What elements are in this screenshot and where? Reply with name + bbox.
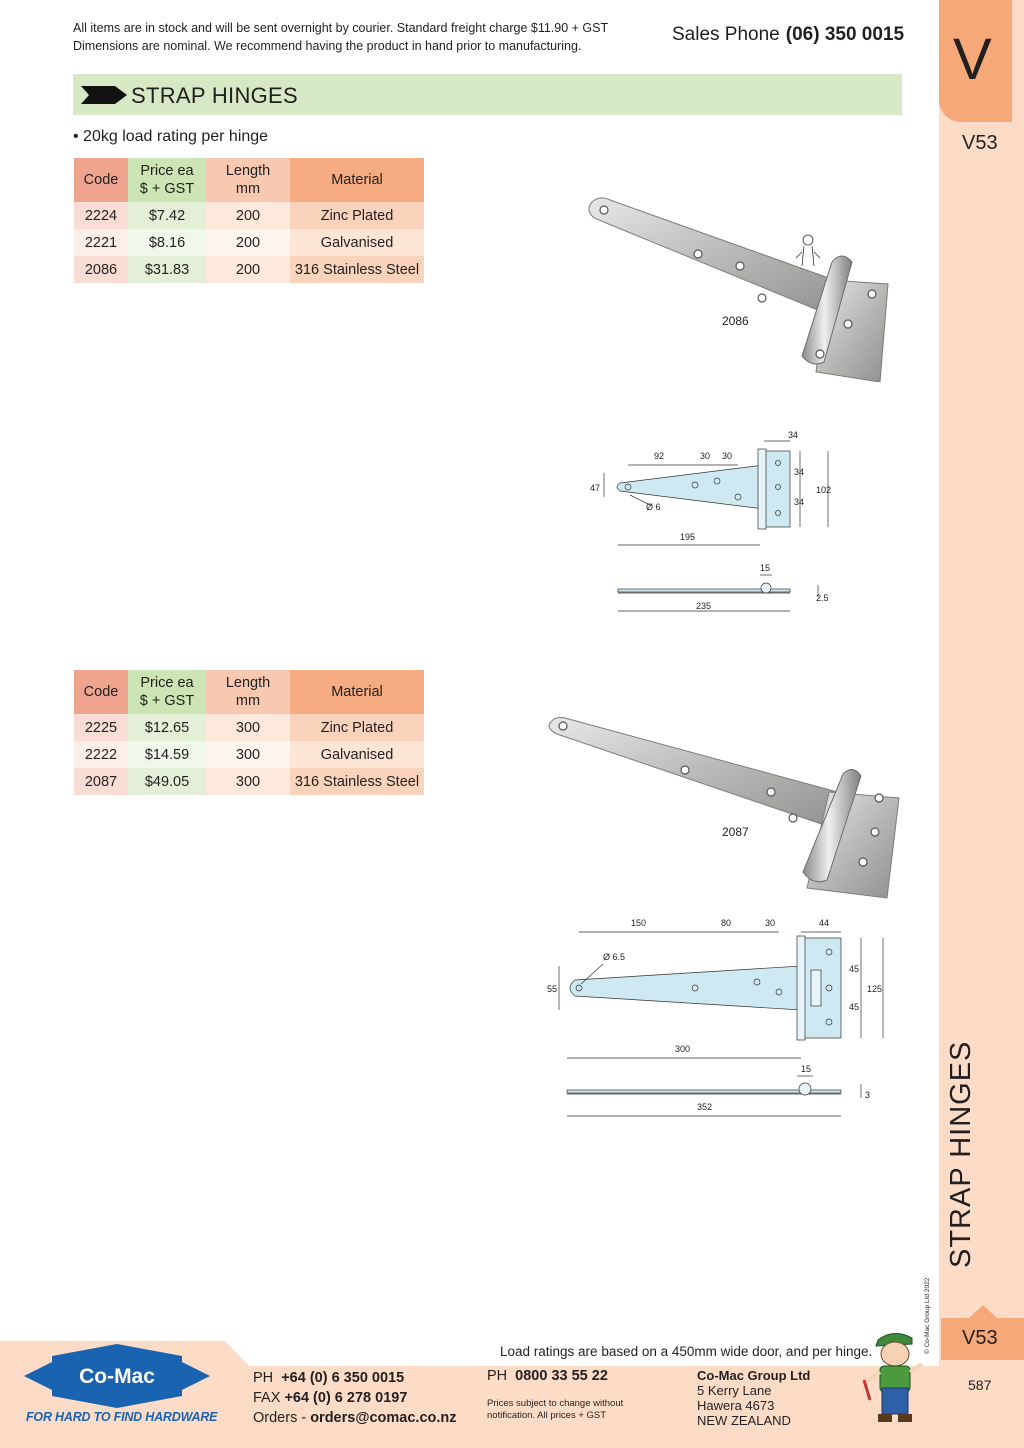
- dim-55: 55: [547, 984, 558, 994]
- phone-label: PH: [253, 1370, 274, 1386]
- mascot-sticker-icon: [796, 235, 820, 266]
- section-code-top: V53: [962, 132, 998, 154]
- section-code-bottom-tab[interactable]: [941, 1318, 1024, 1360]
- dim-92: 92: [654, 451, 665, 461]
- header-material: Material: [290, 670, 424, 714]
- product-label-2086: 2086: [722, 314, 749, 328]
- dim-15: 15: [801, 1064, 812, 1074]
- cell-code: 2221: [74, 229, 128, 256]
- section-code-bottom: V53: [962, 1327, 998, 1349]
- table-row: [74, 741, 424, 768]
- header-code: Code: [74, 158, 128, 202]
- stock-notice-line1: All items are in stock and will be sent overnight by courier. Standard freight charge $11.90 + GST: [73, 21, 609, 35]
- load-rating-bullet: • 20kg load rating per hinge: [73, 128, 269, 145]
- mascot-icon: [860, 1326, 930, 1428]
- table-header-row: [74, 158, 424, 202]
- copyright-note: © Co-Mac Group Ltd 2022: [924, 1277, 931, 1354]
- cell-material: Galvanised: [290, 741, 424, 768]
- header-length: Length mm: [206, 158, 290, 202]
- cell-material: 316 Stainless Steel: [290, 768, 424, 795]
- dim-45b: 45: [849, 1002, 860, 1012]
- header-material: Material: [290, 158, 424, 202]
- cell-material: Zinc Plated: [290, 202, 424, 229]
- dim-235: 235: [696, 601, 712, 611]
- dim-30a: 30: [700, 451, 711, 461]
- page-number: 587: [968, 1377, 992, 1393]
- dim-hole-6-5: Ø 6.5: [603, 952, 626, 962]
- table-header-row: [74, 670, 424, 714]
- dim-47: 47: [590, 483, 601, 493]
- header-price: Price ea $ + GST: [128, 158, 206, 202]
- dimension-diagram-200mm: [590, 425, 840, 625]
- dim-34b: 34: [794, 497, 805, 507]
- dim-80: 80: [721, 918, 732, 928]
- section-title: STRAP HINGES: [131, 83, 299, 108]
- cell-price: $7.42: [128, 202, 206, 229]
- logo-text: Co-Mac: [79, 1365, 155, 1388]
- dim-45a: 45: [849, 964, 860, 974]
- header-code: Code: [74, 670, 128, 714]
- comac-logo: [24, 1344, 210, 1408]
- freephone: [487, 1368, 608, 1384]
- prices-note: Prices subject to change without notification. All prices + GST: [487, 1398, 624, 1421]
- arrow-icon: [81, 86, 127, 104]
- logo-tagline: FOR HARD TO FIND HARDWARE: [26, 1410, 218, 1424]
- dim-hole-6: Ø 6: [646, 502, 661, 512]
- company-name: Co-Mac Group Ltd: [697, 1368, 811, 1383]
- dim-3: 3: [865, 1090, 871, 1100]
- table-row: [74, 202, 424, 229]
- dim-34a: 34: [794, 467, 805, 477]
- dim-44: 44: [819, 918, 830, 928]
- stock-notice-line2: Dimensions are nominal. We recommend having the product in hand prior to manufacturing.: [73, 39, 582, 53]
- sidebar-vertical-title: STRAP HINGES: [945, 1040, 977, 1268]
- sales-phone-number[interactable]: (06) 350 0015: [785, 24, 905, 45]
- cell-length: 200: [206, 256, 290, 283]
- fax-number: +64 (0) 6 278 0197: [284, 1390, 408, 1406]
- dim-125: 125: [867, 984, 883, 994]
- contact-block: [253, 1368, 457, 1428]
- cell-code: 2224: [74, 202, 128, 229]
- orders-email[interactable]: orders@comac.co.nz: [310, 1410, 457, 1426]
- section-banner: [73, 74, 902, 115]
- table-row: [74, 229, 424, 256]
- cell-length: 200: [206, 229, 290, 256]
- cell-material: Zinc Plated: [290, 714, 424, 741]
- orders-label: Orders -: [253, 1410, 307, 1426]
- dim-30: 30: [765, 918, 776, 928]
- fax-label: FAX: [253, 1390, 281, 1406]
- cell-length: 300: [206, 768, 290, 795]
- freephone-number[interactable]: 0800 33 55 22: [515, 1368, 608, 1384]
- dim-34-top: 34: [788, 430, 799, 440]
- stock-notice: [73, 19, 653, 55]
- dim-15: 15: [760, 563, 771, 573]
- cell-price: $14.59: [128, 741, 206, 768]
- dim-300: 300: [675, 1044, 691, 1054]
- chapter-letter: V: [953, 27, 992, 92]
- load-rating-note: Load ratings are based on a 450mm wide door, and per hinge.: [500, 1344, 873, 1359]
- cell-price: $8.16: [128, 229, 206, 256]
- cell-code: 2225: [74, 714, 128, 741]
- hinge-photo-2086: [580, 192, 900, 382]
- product-label-2087: 2087: [722, 825, 749, 839]
- sales-phone: [672, 24, 904, 46]
- cell-material: Galvanised: [290, 229, 424, 256]
- header-length: Length mm: [206, 670, 290, 714]
- table-row: [74, 714, 424, 741]
- cell-length: 200: [206, 202, 290, 229]
- table-row: [74, 256, 424, 283]
- cell-price: $12.65: [128, 714, 206, 741]
- company-address: Co-Mac Group Ltd 5 Kerry Lane Hawera 4673 NEW ZEALAND: [697, 1368, 811, 1428]
- chapter-tab[interactable]: [939, 0, 1012, 122]
- cell-code: 2087: [74, 768, 128, 795]
- dim-102: 102: [816, 485, 832, 495]
- dim-352: 352: [697, 1102, 713, 1112]
- cell-length: 300: [206, 741, 290, 768]
- cell-material: 316 Stainless Steel: [290, 256, 424, 283]
- cell-price: $49.05: [128, 768, 206, 795]
- freephone-label: PH: [487, 1368, 508, 1384]
- dimension-diagram-300mm: [545, 912, 890, 1122]
- phone-number[interactable]: +64 (0) 6 350 0015: [281, 1370, 405, 1386]
- spec-table-200mm: [74, 158, 424, 283]
- header-price: Price ea $ + GST: [128, 670, 206, 714]
- cell-price: $31.83: [128, 256, 206, 283]
- cell-code: 2222: [74, 741, 128, 768]
- dim-150: 150: [631, 918, 647, 928]
- dim-2-5: 2.5: [816, 593, 829, 603]
- hinge-photo-2087: [545, 712, 905, 902]
- dim-195: 195: [680, 532, 696, 542]
- cell-length: 300: [206, 714, 290, 741]
- spec-table-300mm: [74, 670, 424, 795]
- table-row: [74, 768, 424, 795]
- dim-30b: 30: [722, 451, 733, 461]
- sales-phone-label: Sales Phone: [672, 24, 780, 45]
- cell-code: 2086: [74, 256, 128, 283]
